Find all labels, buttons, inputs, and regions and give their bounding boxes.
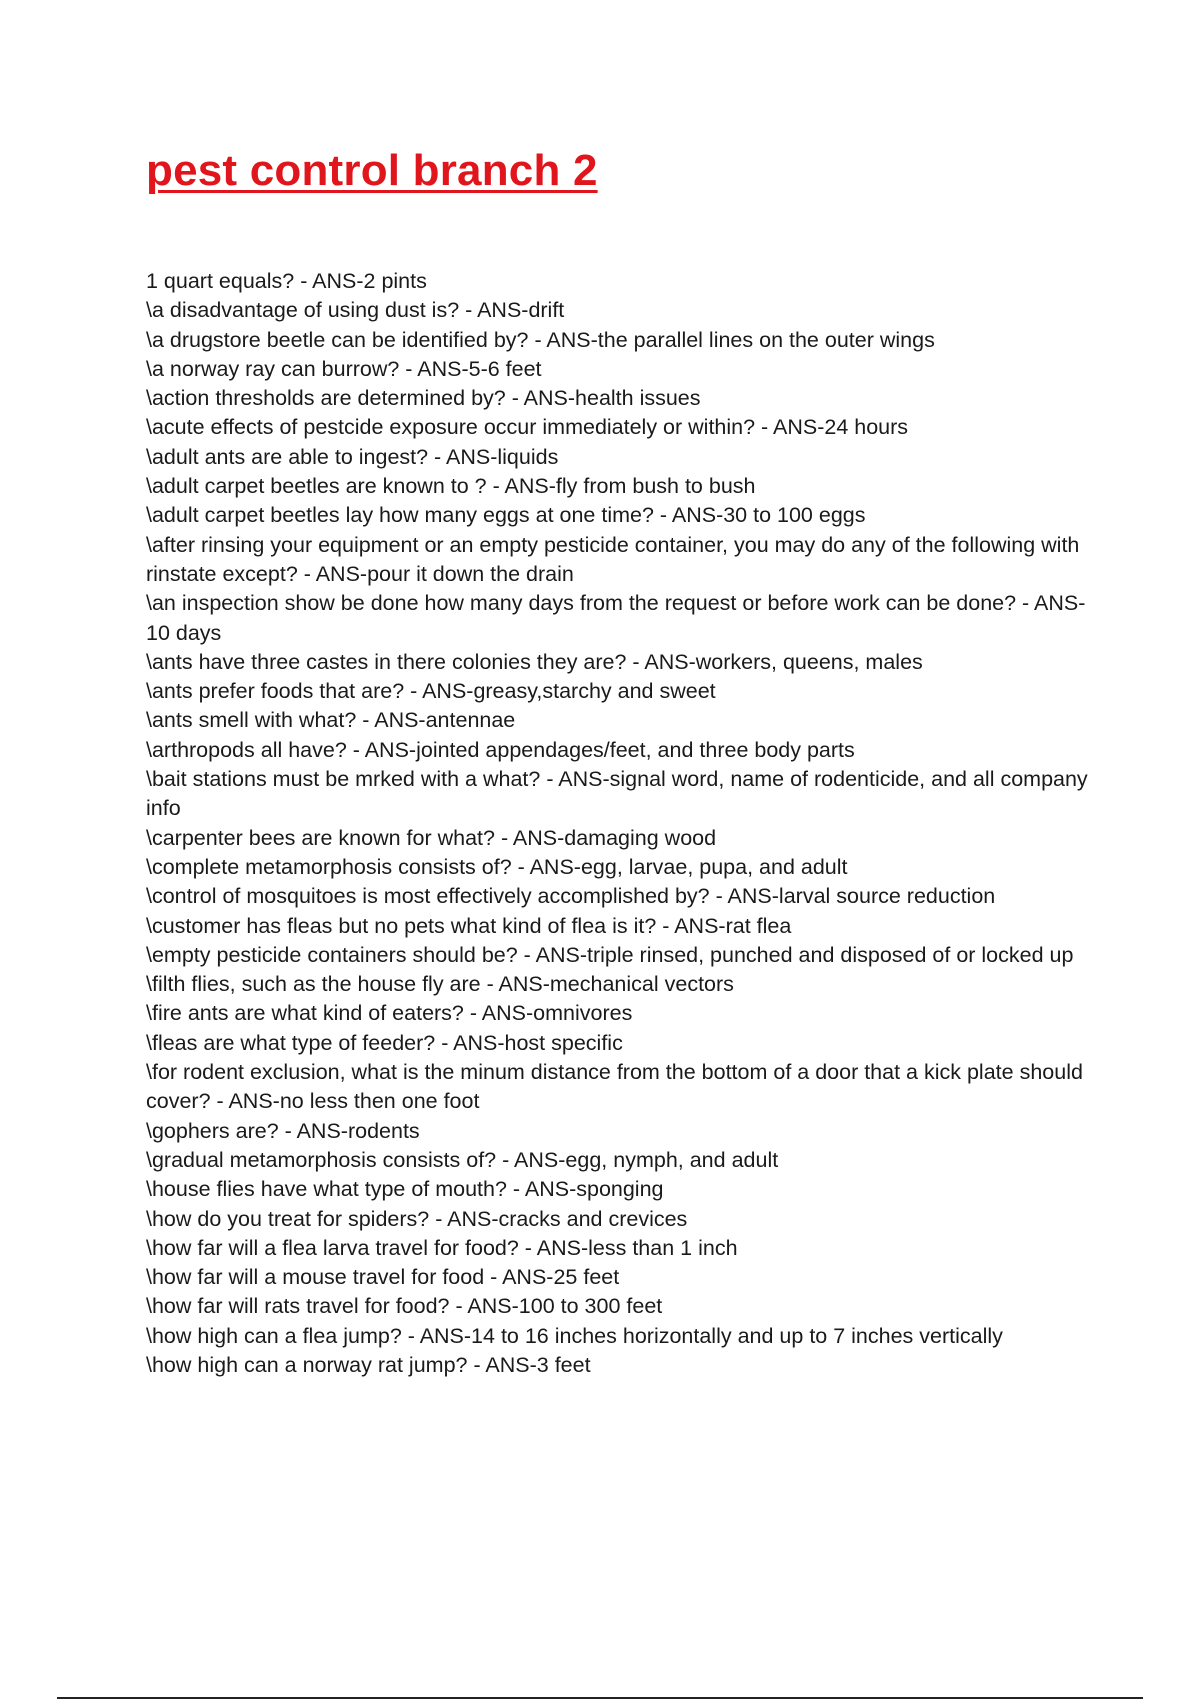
list-item: \a disadvantage of using dust is? - ANS-drift	[146, 298, 565, 323]
list-item: \how far will a mouse travel for food - ANS-25 feet	[146, 1265, 620, 1290]
list-item: \adult carpet beetles are known to ? - ANS-fly from bush to bush	[146, 474, 756, 499]
list-item: \how do you treat for spiders? - ANS-cracks and crevices	[146, 1206, 688, 1231]
list-item: \a norway ray can burrow? - ANS-5-6 feet	[146, 356, 542, 381]
list-item: \an inspection show be done how many days from the request or before work can be done? - ANS-10 days	[146, 591, 1086, 645]
list-item: \ants have three castes in there colonies they are? - ANS-workers, queens, males	[146, 649, 923, 674]
list-item: \customer has fleas but no pets what kind of flea is it? - ANS-rat flea	[146, 913, 792, 938]
list-item: \house flies have what type of mouth? - ANS-sponging	[146, 1177, 664, 1202]
qa-list	[146, 267, 1091, 1380]
page-bottom-rule	[57, 1697, 1143, 1699]
list-item: \gophers are? - ANS-rodents	[146, 1118, 420, 1143]
list-item: \adult ants are able to ingest? - ANS-liquids	[146, 444, 559, 469]
list-item: \complete metamorphosis consists of? - ANS-egg, larvae, pupa, and adult	[146, 854, 848, 879]
list-item: \arthropods all have? - ANS-jointed appendages/feet, and three body parts	[146, 737, 855, 762]
list-item: \action thresholds are determined by? - ANS-health issues	[146, 386, 701, 411]
page-title: pest control branch 2	[146, 146, 598, 195]
list-item: \after rinsing your equipment or an empty pesticide container, you may do any of the following with rinstate except? - ANS-pour it down the drain	[146, 532, 1080, 586]
list-item: \for rodent exclusion, what is the minum distance from the bottom of a door that a kick plate should cover? - ANS-no less then one foot	[146, 1060, 1083, 1114]
list-item: \how high can a flea jump? - ANS-14 to 16 inches horizontally and up to 7 inches vertically	[146, 1323, 1003, 1348]
list-item: \a drugstore beetle can be identified by? - ANS-the parallel lines on the outer wings	[146, 327, 935, 352]
list-item: 1 quart equals? - ANS-2 pints	[146, 269, 427, 293]
list-item: \empty pesticide containers should be? - ANS-triple rinsed, punched and disposed of or locked up	[146, 942, 1074, 967]
list-item: \carpenter bees are known for what? - ANS-damaging wood	[146, 825, 717, 850]
list-item: \how far will rats travel for food? - ANS-100 to 300 feet	[146, 1294, 663, 1319]
list-item: \gradual metamorphosis consists of? - ANS-egg, nymph, and adult	[146, 1147, 779, 1172]
list-item: \fire ants are what kind of eaters? - ANS-omnivores	[146, 1001, 633, 1026]
list-item: \ants prefer foods that are? - ANS-greasy,starchy and sweet	[146, 679, 716, 704]
list-item: \adult carpet beetles lay how many eggs at one time? - ANS-30 to 100 eggs	[146, 503, 866, 528]
list-item: \fleas are what type of feeder? - ANS-host specific	[146, 1030, 623, 1055]
list-item: \how high can a norway rat jump? - ANS-3 feet	[146, 1352, 591, 1377]
list-item: \ants smell with what? - ANS-antennae	[146, 708, 516, 733]
list-item: \control of mosquitoes is most effectively accomplished by? - ANS-larval source reduction	[146, 884, 996, 909]
list-item: \bait stations must be mrked with a what? - ANS-signal word, name of rodenticide, and all company info	[146, 767, 1088, 821]
list-item: \how far will a flea larva travel for food? - ANS-less than 1 inch	[146, 1235, 738, 1260]
list-item: \acute effects of pestcide exposure occur immediately or within? - ANS-24 hours	[146, 415, 909, 440]
list-item: \filth flies, such as the house fly are - ANS-mechanical vectors	[146, 972, 734, 997]
